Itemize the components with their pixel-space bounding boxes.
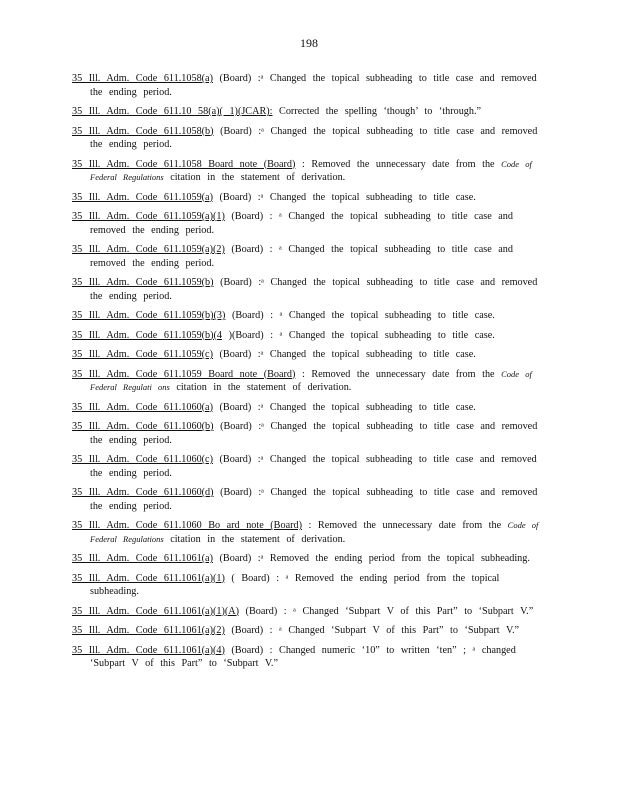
change-description-tail: citation in the statement of derivation. xyxy=(170,172,346,183)
source-label: (Board) xyxy=(219,454,252,465)
code-citation: 35 Ill. Adm. Code 611.10 58(a)( 1)(JCAR): xyxy=(72,106,273,117)
code-citation: 35 Ill. Adm. Code 611.1061(a) xyxy=(72,553,213,564)
change-description: : ᵃ Changed ‘Subpart V of this Part” to ‘Subpart V.” xyxy=(283,605,534,617)
amendment-entry xyxy=(72,572,542,599)
change-description: :ᵃ Removed the ending period from the topical subheading. xyxy=(257,553,530,564)
source-label: (Board) xyxy=(220,421,252,432)
amendment-entry xyxy=(72,605,542,619)
amendment-entry xyxy=(72,158,542,185)
amendment-entry xyxy=(72,486,542,513)
amendment-entry xyxy=(72,329,542,343)
change-description: Corrected the spelling ‘though’ to ‘through.” xyxy=(279,106,482,117)
source-label: (Board) xyxy=(220,487,252,498)
change-description: :ᵃ Changed the topical subheading to title case and removed the ending period. xyxy=(90,454,537,479)
code-citation: 35 Ill. Adm. Code 611.1059(b)(4 xyxy=(72,329,223,341)
amendment-entry xyxy=(72,105,542,119)
change-description: : Removed the unnecessary date from the xyxy=(301,158,495,170)
code-citation: 35 Ill. Adm. Code 611.1061(a)(1) xyxy=(72,572,225,584)
change-description: :ᵃ Changed the topical subheading to title case and removed the ending period. xyxy=(90,421,538,446)
change-description: :ᵃ Changed the topical subheading to title case. xyxy=(257,401,476,413)
amendment-entry xyxy=(72,309,542,323)
amendment-entry xyxy=(72,644,542,671)
code-citation: 35 Ill. Adm. Code 611.1061(a)(1)(A) xyxy=(72,605,239,617)
code-citation: 35 Ill. Adm. Code 611.1058 Board note (Board) xyxy=(72,158,296,170)
change-description: :ᵃ Changed the topical subheading to title case and removed the ending period. xyxy=(90,487,538,512)
amendment-entry xyxy=(72,72,542,99)
code-citation: 35 Ill. Adm. Code 611.1060(d) xyxy=(72,487,214,498)
code-citation: 35 Ill. Adm. Code 611.1059(a)(1) xyxy=(72,211,225,222)
code-citation: 35 Ill. Adm. Code 611.1059(a) xyxy=(72,191,213,203)
change-description: :ᵃ Changed the topical subheading to title case. xyxy=(257,349,476,360)
code-citation: 35 Ill. Adm. Code 611.1059(b) xyxy=(72,277,214,288)
amendment-entry xyxy=(72,624,542,638)
source-label: (Board) xyxy=(219,191,252,203)
code-citation: 35 Ill. Adm. Code 611.1058(b) xyxy=(72,125,214,137)
source-label: (Board) xyxy=(219,349,252,360)
change-description: : ᵃ Changed ‘Subpart V of this Part” to ‘Subpart V.” xyxy=(269,625,520,636)
source-label: (Board) xyxy=(220,125,252,137)
source-label: (Board) xyxy=(231,211,264,222)
source-label: (Board) xyxy=(219,401,252,413)
amendment-entry xyxy=(72,453,542,480)
change-description: : Changed numeric ‘10” to written ‘ten” ; ᵃ changed ‘Subpart V of this Part” to ‘Subpart V.” xyxy=(90,644,516,669)
amendment-entry xyxy=(72,519,542,546)
code-citation: 35 Ill. Adm. Code 611.1059 Board note (Board) xyxy=(72,368,296,380)
amendment-entry xyxy=(72,125,542,152)
change-description: : Removed the unnecessary date from the xyxy=(308,520,502,531)
source-label: )(Board) xyxy=(228,329,264,341)
amendment-entry xyxy=(72,210,542,237)
amendment-entry xyxy=(72,401,542,415)
change-description-tail: citation in the statement of derivation. xyxy=(176,382,352,393)
source-label: (Board) xyxy=(219,73,252,84)
source-label: (Board) xyxy=(231,625,264,636)
code-citation: 35 Ill. Adm. Code 611.1060(c) xyxy=(72,454,213,465)
source-label: (Board) xyxy=(220,277,252,288)
code-citation: 35 Ill. Adm. Code 611.1059(a)(2) xyxy=(72,244,225,255)
cfr-title: Code of Federal Regulations xyxy=(90,158,532,182)
change-description: : ᵃ Changed the topical subheading to title case and removed the ending period. xyxy=(90,244,513,269)
amendment-entry xyxy=(72,243,542,270)
code-citation: 35 Ill. Adm. Code 611.1061(a)(4) xyxy=(72,644,225,656)
change-description: :ᵃ Changed the topical subheading to title case and removed the ending period. xyxy=(90,125,538,150)
change-description: : ᵃ Removed the ending period from the topical subheading. xyxy=(90,572,500,597)
page-number: 198 xyxy=(300,36,318,50)
change-description: : ᵃ Changed the topical subheading to title case. xyxy=(270,329,495,341)
change-description-tail: citation in the statement of derivation. xyxy=(170,533,346,545)
source-label: (Board) xyxy=(231,310,264,321)
source-label: ( Board) xyxy=(231,572,270,584)
code-citation: 35 Ill. Adm. Code 611.1061(a)(2) xyxy=(72,625,225,636)
amendment-entry xyxy=(72,552,542,566)
change-description: : Removed the unnecessary date from the xyxy=(301,368,495,380)
source-label: (Board) xyxy=(219,553,252,564)
change-description: :ᵃ Changed the topical subheading to title case. xyxy=(257,191,476,203)
amendment-entry xyxy=(72,420,542,447)
code-citation: 35 Ill. Adm. Code 611.1059(c) xyxy=(72,349,213,360)
amendment-entry xyxy=(72,191,542,205)
change-description: :ᵃ Changed the topical subheading to title case and removed the ending period. xyxy=(90,277,538,302)
amendment-entry xyxy=(72,348,542,362)
change-description: :ᵃ Changed the topical subheading to title case and removed the ending period. xyxy=(90,73,537,98)
code-citation: 35 Ill. Adm. Code 611.1058(a) xyxy=(72,73,213,84)
source-label: (Board) xyxy=(231,644,264,656)
source-label: (Board) xyxy=(231,244,264,255)
code-citation: 35 Ill. Adm. Code 611.1060(a) xyxy=(72,401,213,413)
change-description: : ᵃ Changed the topical subheading to title case and removed the ending period. xyxy=(90,211,513,236)
cfr-title: Code of Federal Regulati ons xyxy=(90,368,532,392)
source-label: (Board) xyxy=(245,605,278,617)
code-citation: 35 Ill. Adm. Code 611.1060 Bo ard note (Board) xyxy=(72,520,302,531)
change-description: : ᵃ Changed the topical subheading to title case. xyxy=(270,310,495,321)
amendment-entry xyxy=(72,368,542,395)
code-citation: 35 Ill. Adm. Code 611.1059(b)(3) xyxy=(72,310,226,321)
cfr-title: Code of Federal Regulations xyxy=(90,520,539,544)
code-citation: 35 Ill. Adm. Code 611.1060(b) xyxy=(72,421,214,432)
entry-list xyxy=(72,72,542,677)
amendment-entry xyxy=(72,276,542,303)
